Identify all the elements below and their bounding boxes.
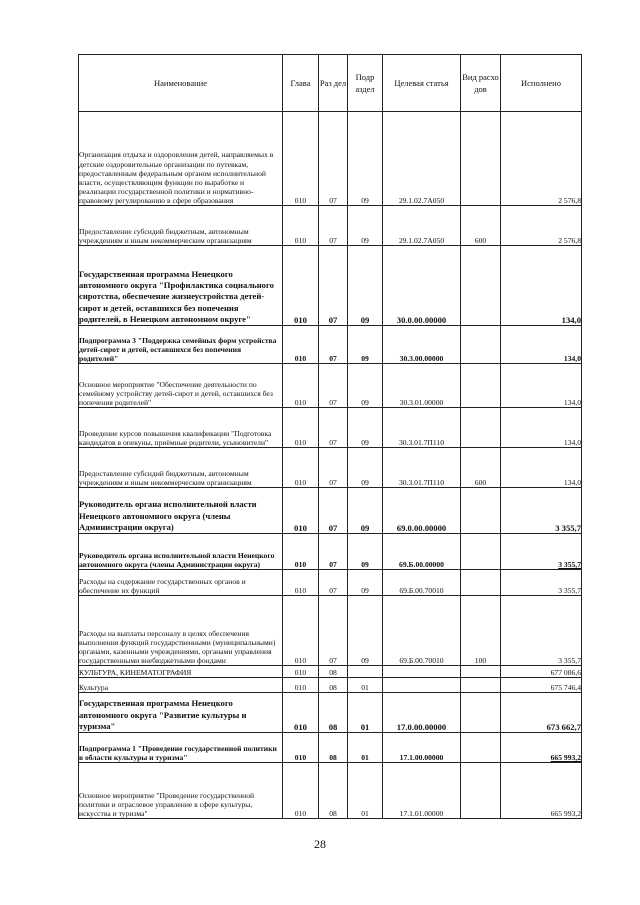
cell-name: Руководитель органа исполнительной власти Ненецкого автономного округа (члены Администрации округа) <box>79 534 283 570</box>
cell-name: Расходы на содержание государственных органов и обеспечение их функций <box>79 570 283 596</box>
cell-ispolneno: 3 355,7 <box>501 596 582 666</box>
cell-glava: 010 <box>283 733 319 763</box>
cell-glava: 010 <box>283 246 319 326</box>
table-row <box>79 246 582 326</box>
header-razdel: Раз дел <box>319 55 348 112</box>
cell-podrazdel: 01 <box>348 733 383 763</box>
cell-celevaya: 30.3.01.7П110 <box>383 408 461 448</box>
cell-ispolneno: 3 355,7 <box>501 488 582 534</box>
cell-name: Руководитель органа исполнительной власти Ненецкого автономного округа (члены Администрации округа) <box>79 488 283 534</box>
cell-glava: 010 <box>283 448 319 488</box>
cell-celevaya: 69.Б.00.70010 <box>383 570 461 596</box>
header-name: Наименование <box>79 55 283 112</box>
cell-ispolneno: 134,0 <box>501 448 582 488</box>
table-row <box>79 596 582 666</box>
cell-glava: 010 <box>283 693 319 733</box>
cell-razdel: 07 <box>319 488 348 534</box>
cell-name: КУЛЬТУРА, КИНЕМАТОГРАФИЯ <box>79 666 283 678</box>
cell-ispolneno: 665 993,2 <box>501 733 582 763</box>
cell-celevaya <box>383 666 461 678</box>
cell-razdel: 07 <box>319 570 348 596</box>
cell-podrazdel: 09 <box>348 570 383 596</box>
cell-vid <box>461 570 501 596</box>
table-row <box>79 206 582 246</box>
cell-ispolneno: 673 662,7 <box>501 693 582 733</box>
cell-razdel: 08 <box>319 763 348 819</box>
cell-celevaya: 30.0.00.00000 <box>383 246 461 326</box>
cell-vid <box>461 408 501 448</box>
cell-razdel: 08 <box>319 733 348 763</box>
cell-ispolneno: 134,0 <box>501 408 582 448</box>
cell-name: Основное мероприятие "Проведение государственной политики и отраслевое управление в сфере культуры, искусства и туризма" <box>79 763 283 819</box>
cell-podrazdel: 09 <box>348 326 383 364</box>
cell-vid <box>461 534 501 570</box>
cell-celevaya: 69.Б.00.00000 <box>383 534 461 570</box>
cell-vid <box>461 733 501 763</box>
cell-name: Подпрограмма 1 "Проведение государственной политики в области культуры и туризма" <box>79 733 283 763</box>
cell-celevaya: 17.1.00.00000 <box>383 733 461 763</box>
cell-vid <box>461 246 501 326</box>
cell-name: Проведение курсов повышения квалификации "Подготовка кандидатов в опекуны, приёмные родители, усыновители" <box>79 408 283 448</box>
cell-name: Предоставление субсидий бюджетным, автономным учреждениям и иным некоммерческим организациям <box>79 448 283 488</box>
cell-podrazdel: 01 <box>348 678 383 693</box>
header-podrazdel: Подр аздел <box>348 55 383 112</box>
table-row <box>79 448 582 488</box>
cell-name: Расходы на выплаты персоналу в целях обеспечения выполнения функций государственными (муниципальными) органами, казенными учреждениями, органами управления государственными внебюджетными фондами <box>79 596 283 666</box>
table-row <box>79 364 582 408</box>
cell-glava: 010 <box>283 326 319 364</box>
cell-vid: 600 <box>461 206 501 246</box>
cell-celevaya: 29.1.02.7А050 <box>383 112 461 206</box>
cell-podrazdel: 09 <box>348 534 383 570</box>
table-row <box>79 666 582 678</box>
cell-vid <box>461 763 501 819</box>
cell-glava: 010 <box>283 206 319 246</box>
cell-glava: 010 <box>283 596 319 666</box>
cell-ispolneno: 3 355,7 <box>501 570 582 596</box>
cell-razdel: 08 <box>319 693 348 733</box>
cell-celevaya: 17.1.01.00000 <box>383 763 461 819</box>
cell-ispolneno: 2 576,8 <box>501 206 582 246</box>
cell-vid <box>461 488 501 534</box>
cell-vid <box>461 364 501 408</box>
cell-ispolneno: 134,0 <box>501 246 582 326</box>
cell-razdel: 07 <box>319 326 348 364</box>
table-row <box>79 326 582 364</box>
header-vid: Вид расхо дов <box>461 55 501 112</box>
cell-vid: 100 <box>461 596 501 666</box>
cell-name: Государственная программа Ненецкого автономного округа "Профилактика социального сиротства, обеспечение жизнеустройства детей-сирот и детей, оставшихся без попечения родителей, в Ненецком автономном округе" <box>79 246 283 326</box>
table-row <box>79 488 582 534</box>
cell-celevaya: 69.Б.00.70010 <box>383 596 461 666</box>
cell-celevaya: 17.0.00.00000 <box>383 693 461 733</box>
table-row <box>79 534 582 570</box>
cell-glava: 010 <box>283 534 319 570</box>
cell-glava: 010 <box>283 112 319 206</box>
cell-razdel: 07 <box>319 534 348 570</box>
header-ispolneno: Исполнено <box>501 55 582 112</box>
budget-table <box>78 54 582 819</box>
cell-name: Основное мероприятие "Обеспечение деятельности по семейному устройству детей-сирот и детей, оставшихся без попечения родителей" <box>79 364 283 408</box>
cell-celevaya: 29.1.02.7А050 <box>383 206 461 246</box>
cell-ispolneno: 675 746,4 <box>501 678 582 693</box>
cell-celevaya: 30.3.01.7П110 <box>383 448 461 488</box>
cell-ispolneno: 134,0 <box>501 326 582 364</box>
cell-glava: 010 <box>283 666 319 678</box>
cell-glava: 010 <box>283 408 319 448</box>
cell-vid: 600 <box>461 448 501 488</box>
table-row <box>79 693 582 733</box>
cell-vid <box>461 666 501 678</box>
cell-podrazdel: 09 <box>348 112 383 206</box>
cell-vid <box>461 326 501 364</box>
cell-podrazdel: 09 <box>348 246 383 326</box>
cell-glava: 010 <box>283 570 319 596</box>
cell-podrazdel: 09 <box>348 364 383 408</box>
table-row <box>79 733 582 763</box>
cell-ispolneno: 665 993,2 <box>501 763 582 819</box>
cell-celevaya: 30.3.01.00000 <box>383 364 461 408</box>
table-row <box>79 408 582 448</box>
cell-glava: 010 <box>283 678 319 693</box>
cell-podrazdel: 09 <box>348 408 383 448</box>
cell-razdel: 07 <box>319 206 348 246</box>
cell-name: Государственная программа Ненецкого автономного округа "Развитие культуры и туризма" <box>79 693 283 733</box>
cell-podrazdel: 09 <box>348 206 383 246</box>
cell-podrazdel: 01 <box>348 763 383 819</box>
cell-podrazdel: 01 <box>348 693 383 733</box>
cell-razdel: 07 <box>319 448 348 488</box>
cell-ispolneno: 3 355,7 <box>501 534 582 570</box>
table-row <box>79 678 582 693</box>
cell-ispolneno: 677 086,6 <box>501 666 582 678</box>
table-row <box>79 112 582 206</box>
cell-vid <box>461 112 501 206</box>
table-row <box>79 763 582 819</box>
cell-razdel: 07 <box>319 596 348 666</box>
cell-glava: 010 <box>283 763 319 819</box>
cell-razdel: 08 <box>319 666 348 678</box>
page-number: 28 <box>314 837 326 851</box>
cell-vid <box>461 693 501 733</box>
cell-ispolneno: 134,0 <box>501 364 582 408</box>
cell-name: Предоставление субсидий бюджетным, автономным учреждениям и иным некоммерческим организациям <box>79 206 283 246</box>
table-header-row <box>79 55 582 112</box>
cell-name: Организация отдыха и оздоровления детей, направляемых в детские оздоровительные организации по путевкам, предоставленным федеральным органом исполнительной власти, осуществляющим функции по выработке и реализации государственной политики и нормативно-правовому регулированию в сфере образования <box>79 112 283 206</box>
cell-ispolneno: 2 576,8 <box>501 112 582 206</box>
cell-podrazdel <box>348 666 383 678</box>
cell-razdel: 07 <box>319 364 348 408</box>
cell-razdel: 07 <box>319 112 348 206</box>
cell-glava: 010 <box>283 364 319 408</box>
table-row <box>79 570 582 596</box>
cell-razdel: 07 <box>319 408 348 448</box>
cell-celevaya <box>383 678 461 693</box>
cell-podrazdel: 09 <box>348 488 383 534</box>
cell-celevaya: 69.0.00.00000 <box>383 488 461 534</box>
cell-celevaya: 30.3.00.00000 <box>383 326 461 364</box>
cell-name: Подпрограмма 3 "Поддержка семейных форм устройства детей-сирот и детей, оставшихся без попечения родителей" <box>79 326 283 364</box>
cell-razdel: 07 <box>319 246 348 326</box>
cell-vid <box>461 678 501 693</box>
cell-podrazdel: 09 <box>348 596 383 666</box>
cell-razdel: 08 <box>319 678 348 693</box>
header-glava: Глава <box>283 55 319 112</box>
cell-glava: 010 <box>283 488 319 534</box>
cell-name: Культура <box>79 678 283 693</box>
cell-podrazdel: 09 <box>348 448 383 488</box>
header-celevaya: Целевая статья <box>383 55 461 112</box>
